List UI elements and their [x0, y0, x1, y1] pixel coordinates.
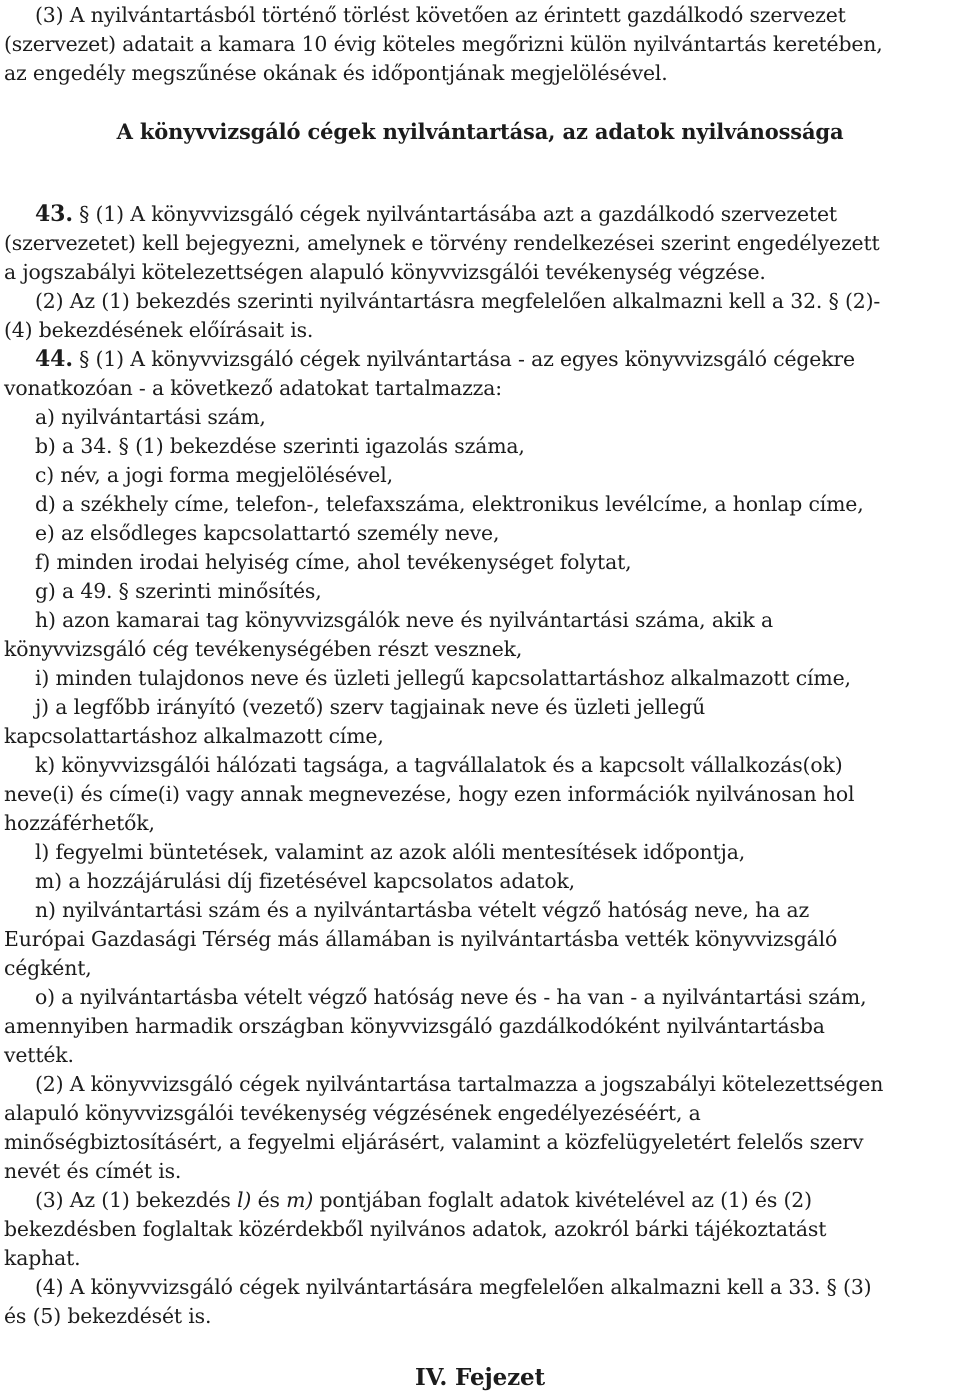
list-item: a) nyilvántartási szám, — [35, 405, 266, 429]
text-line: (szervezet) adatait a kamara 10 évig köteles megőrizni külön nyilvántartás keretében, — [4, 32, 883, 56]
chapter-heading: IV. Fejezet — [415, 1364, 545, 1391]
text-line: (2) A könyvvizsgáló cégek nyilvántartása tartalmazza a jogszabályi kötelezettségen — [35, 1072, 884, 1096]
text-line: kapcsolattartáshoz alkalmazott címe, — [4, 724, 384, 748]
text-line: kaphat. — [4, 1246, 81, 1270]
list-item: j) a legfőbb irányító (vezető) szerv tagjainak neve és üzleti jellegű — [35, 695, 706, 719]
list-item: o) a nyilvántartásba vételt végző hatóság neve és - ha van - a nyilvántartási szám, — [35, 985, 867, 1009]
list-item: d) a székhely címe, telefon-, telefaxszáma, elektronikus levélcíme, a honlap címe, — [35, 492, 864, 516]
italic-ref: l) — [237, 1188, 252, 1212]
text-line: cégként, — [4, 956, 92, 980]
text-line: (3) A nyilvántartásból történő törlést követően az érintett gazdálkodó szervezet — [35, 3, 846, 27]
article-number: 44. — [35, 346, 73, 372]
text-line: vonatkozóan - a következő adatokat tartalmazza: — [4, 376, 502, 400]
text-span: (3) Az (1) bekezdés — [35, 1188, 238, 1212]
text-line — [4, 1186, 954, 1215]
article-43-line — [4, 200, 954, 229]
text-span: § (1) A könyvvizsgáló cégek nyilvántartása - az egyes könyvvizsgáló cégekre — [72, 347, 855, 371]
text-line: amennyiben harmadik országban könyvvizsgáló gazdálkodóként nyilvántartásba — [4, 1014, 825, 1038]
text-line: és (5) bekezdését is. — [4, 1304, 212, 1328]
text-line: vették. — [4, 1043, 74, 1067]
list-item: l) fegyelmi büntetések, valamint az azok alóli mentesítések időpontja, — [35, 840, 746, 864]
list-item: b) a 34. § (1) bekezdése szerinti igazolás száma, — [35, 434, 525, 458]
list-item: n) nyilvántartási szám és a nyilvántartásba vételt végző hatóság neve, ha az — [35, 898, 810, 922]
list-item: m) a hozzájárulási díj fizetésével kapcsolatos adatok, — [35, 869, 575, 893]
document-body — [4, 200, 954, 1331]
italic-ref: m) — [286, 1188, 314, 1212]
paragraph-deletion — [4, 1, 954, 88]
text-line: (2) Az (1) bekezdés szerinti nyilvántartásra megfelelően alkalmazni kell a 32. § (2)- — [35, 289, 881, 313]
text-line: (szervezetet) kell bejegyezni, amelynek e törvény rendelkezései szerint engedélyezett — [4, 231, 880, 255]
article-number: 43. — [35, 201, 73, 227]
text-span: pontjában foglalt adatok kivételével az (1) és (2) — [313, 1188, 812, 1212]
text-span: § (1) A könyvvizsgáló cégek nyilvántartásába azt a gazdálkodó szervezetet — [72, 202, 837, 226]
text-line: hozzáférhetők, — [4, 811, 155, 835]
text-line: a jogszabályi kötelezettségen alapuló könyvvizsgálói tevékenység végzése. — [4, 260, 766, 284]
text-line: könyvvizsgáló cég tevékenységében részt vesznek, — [4, 637, 523, 661]
list-item: h) azon kamarai tag könyvvizsgálók neve és nyilvántartási száma, akik a — [35, 608, 773, 632]
text-line: bekezdésben foglaltak közérdekből nyilvános adatok, azokról bárki tájékoztatást — [4, 1217, 827, 1241]
list-item: c) név, a jogi forma megjelölésével, — [35, 463, 393, 487]
list-item: k) könyvvizsgálói hálózati tagsága, a tagvállalatok és a kapcsolt vállalkozás(ok) — [35, 753, 843, 777]
list-item: e) az elsődleges kapcsolattartó személy neve, — [35, 521, 500, 545]
text-span: és — [251, 1188, 287, 1212]
list-item: i) minden tulajdonos neve és üzleti jellegű kapcsolattartáshoz alkalmazott címe, — [35, 666, 851, 690]
text-line: (4) bekezdésének előírásait is. — [4, 318, 314, 342]
text-line: alapuló könyvvizsgálói tevékenység végzésének engedélyezéséért, a — [4, 1101, 701, 1125]
text-line: minőségbiztosításért, a fegyelmi eljárásért, valamint a közfelügyeletért felelős szerv — [4, 1130, 864, 1154]
list-item: g) a 49. § szerinti minősítés, — [35, 579, 322, 603]
text-line: Európai Gazdasági Térség más államában is nyilvántartásba vették könyvvizsgáló — [4, 927, 838, 951]
text-line: neve(i) és címe(i) vagy annak megnevezése, hogy ezen információk nyilvánosan hol — [4, 782, 855, 806]
list-item: f) minden irodai helyiség címe, ahol tevékenységet folytat, — [35, 550, 632, 574]
section-title: A könyvvizsgáló cégek nyilvántartása, az adatok nyilvánossága — [116, 119, 844, 144]
text-line: (4) A könyvvizsgáló cégek nyilvántartására megfelelően alkalmazni kell a 33. § (3) — [35, 1275, 872, 1299]
text-line: nevét és címét is. — [4, 1159, 182, 1183]
article-44-line — [4, 345, 954, 374]
text-line: az engedély megszűnése okának és időpontjának megjelölésével. — [4, 61, 668, 85]
